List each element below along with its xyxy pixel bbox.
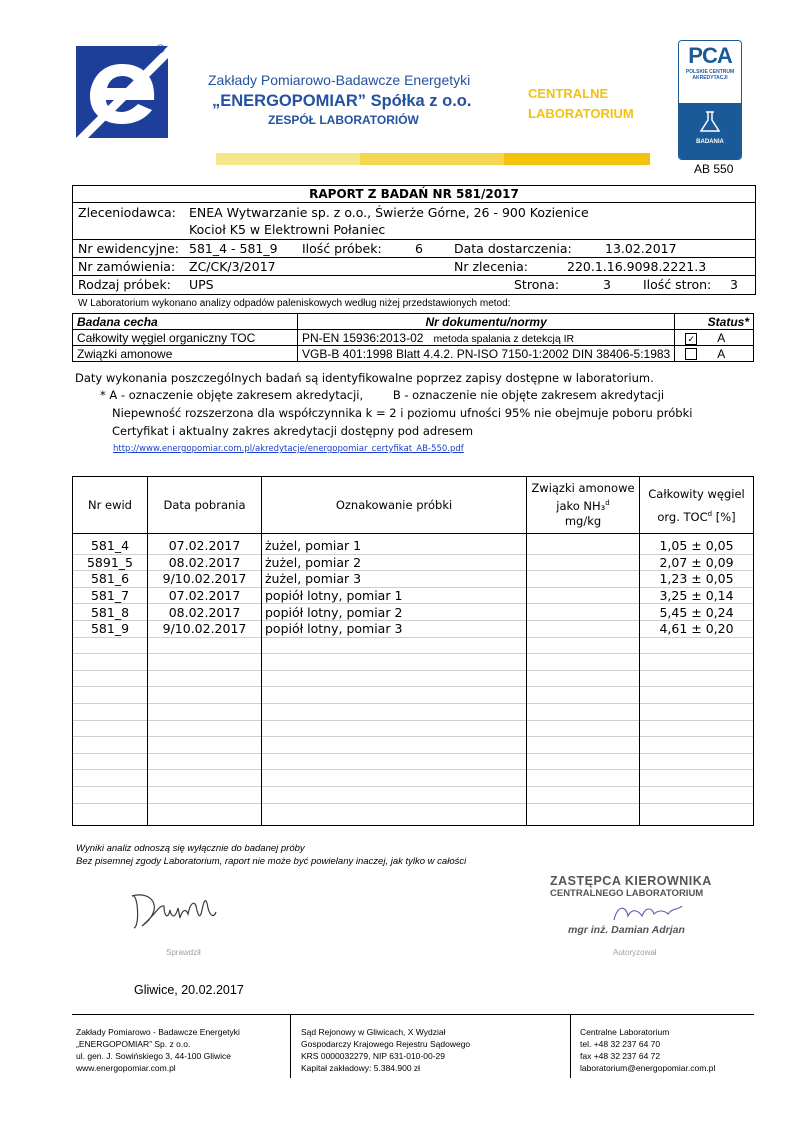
empty-cell — [527, 687, 640, 704]
cell-nr: 581_7 — [73, 587, 148, 604]
a-note: A - oznaczenie objęte zakresem akredytacji, — [109, 388, 364, 402]
footer-note-1: Wyniki analiz odnoszą się wyłącznie do badanej próby — [76, 843, 305, 854]
lab-name-line1: CENTRALNE — [528, 86, 609, 101]
footer-col3-line: fax +48 32 237 64 72 — [580, 1051, 661, 1061]
stamp-line1: ZASTĘPCA KIEROWNIKA — [550, 874, 712, 888]
footer-divider — [72, 1014, 754, 1015]
certificate-note: Certyfikat i aktualny zakres akredytacji dostępny pod adresem — [112, 424, 474, 438]
cell-date: 08.02.2017 — [148, 554, 262, 571]
cell-label: żużel, pomiar 3 — [262, 571, 527, 588]
commission-value: 220.1.16.9098.2221.3 — [567, 259, 707, 274]
flask-icon — [695, 107, 725, 137]
results-empty-body — [73, 637, 754, 819]
empty-cell — [148, 770, 262, 787]
report-info-box — [72, 185, 756, 295]
cell-toc: 5,45 ± 0,24 — [640, 604, 754, 621]
order-value: ZC/CK/3/2017 — [189, 259, 276, 274]
order-row — [73, 258, 755, 276]
cell-date: 9/10.02.2017 — [148, 571, 262, 588]
type-label: Rodzaj próbek: — [78, 277, 171, 292]
empty-cell — [73, 753, 148, 770]
header-label: Oznakowanie próbki — [262, 477, 527, 534]
place-date: Gliwice, 20.02.2017 — [134, 983, 244, 997]
order-label: Nr zamówienia: — [78, 259, 176, 274]
checkbox-empty-icon — [685, 348, 697, 360]
table-bottom — [73, 819, 754, 826]
empty-row — [73, 770, 754, 787]
footer-col1 — [76, 1026, 240, 1074]
approved-label: Autoryzował — [613, 948, 657, 957]
empty-cell — [640, 703, 754, 720]
empty-row — [73, 687, 754, 704]
type-row — [73, 276, 755, 293]
footer-col3-line: Centralne Laboratorium — [580, 1027, 670, 1037]
company-name-line1: Zakłady Pomiarowo-Badawcze Energetyki — [208, 72, 471, 88]
cell-label: żużel, pomiar 2 — [262, 554, 527, 571]
empty-cell — [640, 770, 754, 787]
empty-cell — [262, 637, 527, 654]
empty-cell — [527, 737, 640, 754]
cell-date: 08.02.2017 — [148, 604, 262, 621]
header-toc-sup: d — [707, 509, 713, 518]
footer-note-2: Bez pisemnej zgody Laboratorium, raport nie może być powielany inaczej, jak tylko w całości — [76, 856, 467, 867]
method-norm-note: metoda spalania z detekcją IR — [433, 332, 575, 345]
empty-cell — [527, 720, 640, 737]
methods-header-norm: Nr dokumentu/normy — [298, 314, 675, 330]
cell-toc: 1,05 ± 0,05 — [640, 538, 754, 554]
empty-cell — [73, 770, 148, 787]
footer-sep-1 — [290, 1014, 291, 1078]
table-row — [73, 554, 754, 571]
results-body — [73, 538, 754, 637]
table-row — [73, 620, 754, 637]
header-ammonia-l2-wrap — [530, 496, 636, 514]
empty-cell — [148, 753, 262, 770]
method-feature: Całkowity węgiel organiczny TOC — [73, 330, 298, 346]
empty-row — [73, 670, 754, 687]
empty-cell — [640, 670, 754, 687]
empty-row — [73, 753, 754, 770]
samples-label: Ilość próbek: — [302, 241, 382, 256]
pages-value: 3 — [730, 277, 738, 292]
uncertainty-note: Niepewność rozszerzona dla współczynnika k = 2 i poziomu ufności 95% nie obejmuje poboru próbki — [112, 406, 693, 420]
method-norm: VGB-B 401:1998 Blatt 4.4.2. PN-ISO 7150-1:2002 DIN 38406-5:1983 — [298, 346, 675, 362]
empty-cell — [640, 786, 754, 803]
empty-cell — [527, 803, 640, 819]
empty-cell — [640, 654, 754, 671]
registered-mark: ® — [156, 42, 165, 56]
accreditation-number: AB 550 — [694, 162, 734, 176]
pca-sub1: POLSKIE CENTRUM — [685, 69, 735, 75]
empty-cell — [527, 786, 640, 803]
stripe-dark — [504, 153, 650, 165]
pca-accreditation-badge — [678, 40, 742, 160]
empty-cell — [262, 770, 527, 787]
signature-checked — [124, 886, 244, 936]
footer-col1-line: Zakłady Pomiarowo - Badawcze Energetyki — [76, 1027, 240, 1037]
cell-toc: 2,07 ± 0,09 — [640, 554, 754, 571]
report-title: RAPORT Z BADAŃ NR 581/2017 — [309, 187, 519, 201]
pca-badge-label: BADANIA — [696, 139, 724, 145]
empty-cell — [527, 703, 640, 720]
empty-cell — [262, 654, 527, 671]
cell-label: popiół lotny, pomiar 1 — [262, 587, 527, 604]
client-label: Zleceniodawca: — [78, 205, 176, 220]
empty-cell — [262, 737, 527, 754]
record-label: Nr ewidencyjne: — [78, 241, 179, 256]
header-toc-l2-wrap — [643, 504, 750, 527]
empty-row — [73, 703, 754, 720]
methods-header-feature: Badana cecha — [73, 314, 298, 330]
empty-cell — [527, 770, 640, 787]
header-ammonia-l3: mg/kg — [564, 513, 602, 528]
methods-header-row — [73, 314, 754, 330]
empty-cell — [262, 753, 527, 770]
empty-row — [73, 637, 754, 654]
method-row — [73, 330, 754, 346]
results-table — [72, 476, 754, 826]
cell-nr: 581_4 — [73, 538, 148, 554]
empty-cell — [73, 737, 148, 754]
empty-cell — [262, 670, 527, 687]
empty-cell — [73, 803, 148, 819]
empty-row — [73, 654, 754, 671]
empty-cell — [73, 637, 148, 654]
footer-col1-line: ul. gen. J. Sowińskiego 3, 44-100 Gliwice — [76, 1051, 231, 1061]
lab-name — [528, 84, 634, 124]
empty-cell — [148, 654, 262, 671]
cell-ammonia — [527, 620, 640, 637]
empty-cell — [262, 803, 527, 819]
star-mark: * — [100, 388, 106, 402]
header-nr: Nr ewid — [73, 477, 148, 534]
empty-cell — [148, 786, 262, 803]
cell-ammonia — [527, 554, 640, 571]
footer-col3-line: laboratorium@energopomiar.com.pl — [580, 1063, 716, 1073]
company-name-line3: ZESPÓŁ LABORATORIÓW — [268, 113, 419, 127]
empty-cell — [527, 654, 640, 671]
type-value: UPS — [189, 277, 214, 292]
checked-label: Sprawdził — [166, 948, 201, 957]
page-value: 3 — [603, 277, 611, 292]
empty-cell — [262, 786, 527, 803]
commission-label: Nr zlecenia: — [454, 259, 529, 274]
empty-cell — [640, 737, 754, 754]
empty-cell — [148, 803, 262, 819]
pages-label: Ilość stron: — [643, 277, 712, 292]
footer-col2-line: KRS 0000032279, NIP 631-010-00-29 — [301, 1051, 445, 1061]
cell-nr: 5891_5 — [73, 554, 148, 571]
cell-label: popiół lotny, pomiar 2 — [262, 604, 527, 621]
table-row — [73, 538, 754, 554]
cell-nr: 581_9 — [73, 620, 148, 637]
cell-nr: 581_8 — [73, 604, 148, 621]
empty-cell — [73, 786, 148, 803]
cell-ammonia — [527, 538, 640, 554]
empty-row — [73, 737, 754, 754]
footer-col3 — [580, 1026, 715, 1074]
energopomiar-logo — [76, 46, 168, 138]
header-toc — [640, 477, 754, 534]
checkbox-checked-icon: ✓ — [685, 333, 697, 345]
footer-col2 — [301, 1026, 470, 1074]
stripe-mid — [360, 153, 504, 165]
cell-ammonia — [527, 604, 640, 621]
method-status: A — [717, 330, 726, 345]
empty-cell — [73, 670, 148, 687]
cell-date: 9/10.02.2017 — [148, 620, 262, 637]
empty-cell — [73, 703, 148, 720]
empty-cell — [640, 753, 754, 770]
stripe-white — [76, 153, 216, 165]
empty-cell — [640, 720, 754, 737]
table-row — [73, 587, 754, 604]
client-row — [73, 203, 755, 240]
method-feature: Związki amonowe — [73, 346, 298, 362]
empty-cell — [148, 720, 262, 737]
dates-note: Daty wykonania poszczególnych badań są identyfikowalne poprzez zapisy dostępne w laboratorium. — [75, 371, 654, 385]
delivery-value: 13.02.2017 — [605, 241, 677, 256]
stripe-light — [216, 153, 360, 165]
record-value: 581_4 - 581_9 — [189, 241, 278, 256]
methods-header-status: Status* — [675, 314, 754, 330]
empty-cell — [148, 637, 262, 654]
method-row — [73, 346, 754, 362]
method-norm-cell — [298, 330, 675, 346]
delivery-label: Data dostarczenia: — [454, 241, 572, 256]
header-toc-l2a: org. TOC — [657, 509, 708, 524]
method-norm: PN-EN 15936:2013-02 — [302, 330, 424, 345]
empty-row — [73, 786, 754, 803]
cell-toc: 3,25 ± 0,14 — [640, 587, 754, 604]
footer-col3-line: tel. +48 32 237 64 70 — [580, 1039, 661, 1049]
empty-cell — [262, 687, 527, 704]
empty-cell — [527, 753, 640, 770]
footer-sep-2 — [570, 1014, 571, 1078]
empty-row — [73, 803, 754, 819]
b-note: B - oznaczenie nie objęte zakresem akredytacji — [392, 388, 665, 402]
results-header-row — [73, 477, 754, 534]
header-ammonia — [527, 477, 640, 534]
footer-col2-line: Kapitał zakładowy: 5.384.900 zł — [301, 1063, 421, 1073]
empty-cell — [527, 670, 640, 687]
samples-value: 6 — [415, 241, 423, 256]
empty-cell — [73, 720, 148, 737]
cell-nr: 581_6 — [73, 571, 148, 588]
empty-cell — [148, 703, 262, 720]
cell-label: żużel, pomiar 1 — [262, 538, 527, 554]
header-date: Data pobrania — [148, 477, 262, 534]
header-ammonia-sup: d — [605, 499, 610, 508]
cell-toc: 1,23 ± 0,05 — [640, 571, 754, 588]
footer-col2-line: Sąd Rejonowy w Gliwicach, X Wydział — [301, 1027, 446, 1037]
company-name-line2: „ENERGOPOMIAR” Spółka z o.o. — [212, 92, 472, 110]
client-line1: ENEA Wytwarzanie sp. z o.o., Świerże Górne, 26 - 900 Kozienice — [189, 205, 589, 220]
cell-ammonia — [527, 587, 640, 604]
empty-cell — [640, 637, 754, 654]
table-row — [73, 604, 754, 621]
cell-date: 07.02.2017 — [148, 587, 262, 604]
footer-col2-line: Gospodarczy Krajowego Rejestru Sądowego — [301, 1039, 471, 1049]
stamp-line2: CENTRALNEGO LABORATORIUM — [550, 888, 704, 899]
empty-cell — [262, 703, 527, 720]
cell-ammonia — [527, 571, 640, 588]
method-status: A — [717, 346, 726, 361]
cell-toc: 4,61 ± 0,20 — [640, 620, 754, 637]
status-legend — [100, 388, 664, 402]
methods-intro: W Laboratorium wykonano analizy odpadów paleniskowych według niżej przedstawionych metod: — [78, 298, 511, 309]
empty-cell — [73, 654, 148, 671]
table-row — [73, 571, 754, 588]
empty-row — [73, 720, 754, 737]
method-status-cell — [675, 346, 754, 362]
header-ammonia-l1: Związki amonowe — [531, 481, 635, 496]
empty-cell — [148, 687, 262, 704]
cell-date: 07.02.2017 — [148, 538, 262, 554]
footer-col1-line: „ENERGOPOMIAR” Sp. z o.o. — [76, 1039, 191, 1049]
pca-sub2: AKREDYTACJI — [692, 75, 728, 81]
empty-cell — [527, 637, 640, 654]
lab-name-line2: LABORATORIUM — [528, 106, 634, 121]
methods-table — [72, 313, 754, 362]
stamp-name: mgr inż. Damian Adrjan — [568, 924, 685, 936]
cell-label: popiół lotny, pomiar 3 — [262, 620, 527, 637]
empty-cell — [73, 687, 148, 704]
page-label: Strona: — [514, 277, 560, 292]
empty-cell — [640, 687, 754, 704]
certificate-link[interactable]: http://www.energopomiar.com.pl/akredytacje/energopomiar_certyfikat_AB-550.pdf — [113, 444, 464, 454]
footer-col1-line: www.energopomiar.com.pl — [76, 1063, 176, 1073]
empty-cell — [148, 670, 262, 687]
method-status-cell — [675, 330, 754, 346]
empty-cell — [640, 803, 754, 819]
client-line2: Kocioł K5 w Elektrowni Połaniec — [189, 222, 386, 237]
header-toc-l1: Całkowity węgiel — [648, 486, 745, 501]
header-toc-l2b: [%] — [712, 509, 736, 524]
empty-cell — [262, 720, 527, 737]
empty-cell — [148, 737, 262, 754]
pca-title: PCA — [688, 43, 732, 68]
record-row — [73, 240, 755, 258]
report-title-row — [73, 186, 755, 203]
header-ammonia-l2: jako NH₃ — [556, 498, 606, 513]
